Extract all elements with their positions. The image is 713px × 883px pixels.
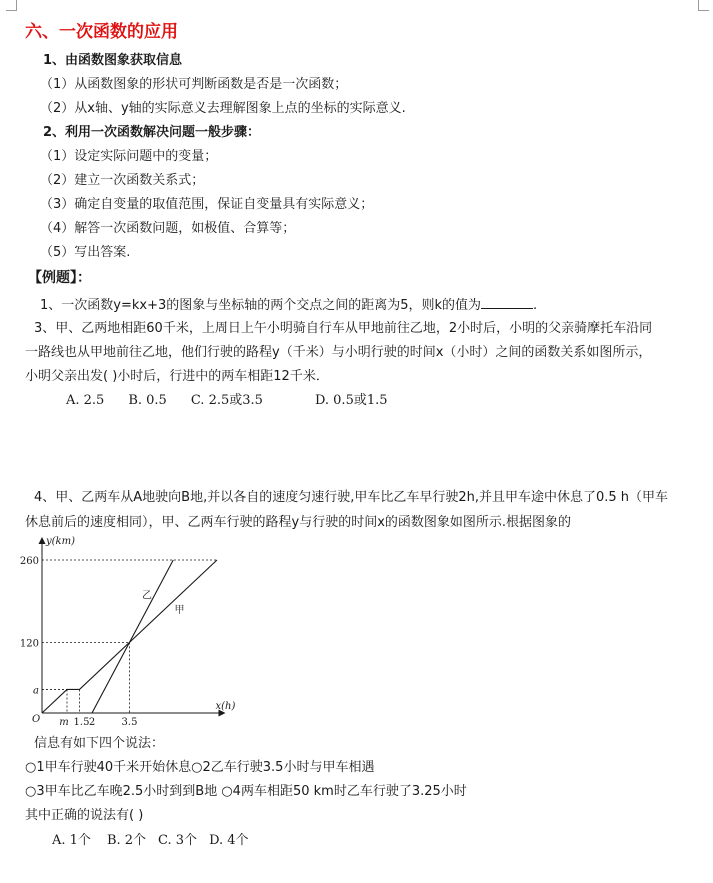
q4-option-a: A. 1个 [52,833,91,848]
x-tick-1.5: 1.5 [73,717,90,728]
q3-option-c: C. 2.5或3.5 [190,393,263,408]
series-jia-line [42,560,217,713]
y-tick-120: 120 [19,638,39,650]
point-heading-1: 1、由函数图象获取信息 [43,53,183,68]
question-3-line-3: 小明父亲出发( )小时后，行进中的两车相距12千米． [25,369,329,384]
y-tick-260: 260 [19,556,39,567]
y-axis-label: y(km) [46,536,75,547]
q3-option-d: D. 0.5或1.5 [314,393,388,408]
q4-option-c: C. 3个 [158,833,198,848]
x-axis-label: x(h) [215,701,236,712]
question-1-end: . [533,298,538,313]
question-1 [40,296,537,315]
point-1-item-1: （1）从函数图象的形状可判断函数是否是一次函数； [40,77,348,92]
question-3-line-2: 一路线也从甲地前往乙地，他们行驶的路程y（千米）与小明行驶的时间x（小时）之间的函数关系如图所示， [25,345,652,360]
question-4-line-1: 4、甲、乙两车从A地驶向B地,并以各自的速度匀速行驶,甲车比乙车早行驶2h,并且甲车途中休息了0.5 h（甲车 [34,490,669,505]
q4-option-d: D. 4个 [209,833,249,848]
point-2-item-4: （4）解答一次函数问题，如极值、合算等； [40,221,296,236]
examples-heading: 【例题】： [28,270,91,286]
q4-option-b: B. 2个 [106,833,147,848]
point-1-item-2: （2）从x轴、y轴的实际意义去理解图象上点的坐标的实际意义. [40,101,406,116]
x-tick-2: 2 [88,717,96,728]
series-label-jia: 甲 [174,604,185,616]
x-tick-3.5: 3.5 [121,717,138,728]
series-yi-line [92,560,173,713]
question-4-claims-1: ○1甲车行驶40千米开始休息○2乙车行驶3.5小时与甲车相遇 [25,760,375,775]
q3-option-b: B. 0.5 [128,393,167,408]
section-title: 六、一次函数的应用 [25,22,178,42]
point-2-item-1: （1）设定实际问题中的变量； [40,149,218,164]
y-tick-a: a [33,685,39,697]
question-4-options [52,832,249,850]
series-label-yi: 乙 [142,590,152,602]
point-2-item-3: （3）确定自变量的取值范围，保证自变量具有实际意义； [40,197,374,212]
point-heading-2: 2、利用一次函数解决问题一般步骤： [43,125,261,140]
point-2-item-5: （5）写出答案. [40,245,131,260]
origin-label: O [32,714,41,725]
page-corner-mark-left [6,0,17,11]
question-4-line-2: 休息前后的速度相同），甲、乙两车行驶的路程y与行驶的时间x的函数图象如图所示.根据图象的 [25,515,572,530]
question-4-claims-2: ○3甲车比乙车晚2.5小时到到B地 ○4两车相距50 km时乙车行驶了3.25小时 [25,784,467,799]
page-corner-mark-right [698,0,709,11]
answer-blank [481,296,533,309]
point-2-item-2: （2）建立一次函数关系式； [40,173,205,188]
function-graph [19,534,236,730]
question-1-text: 1、一次函数y=kx+3的图象与坐标轴的两个交点之间的距离为5，则k的值为 [40,298,482,313]
question-3-line-1: 3、甲、乙两地相距60千米，上周日上午小明骑自行车从甲地前往乙地，2小时后，小明的父亲骑摩托车沿同 [34,321,653,336]
q3-option-a: A. 2.5 [66,393,105,408]
question-4-ask: 其中正确的说法有( ) [25,808,144,823]
x-tick-m: m [59,717,69,728]
question-3-options [66,392,388,410]
question-4-info: 信息有如下四个说法： [34,736,165,751]
